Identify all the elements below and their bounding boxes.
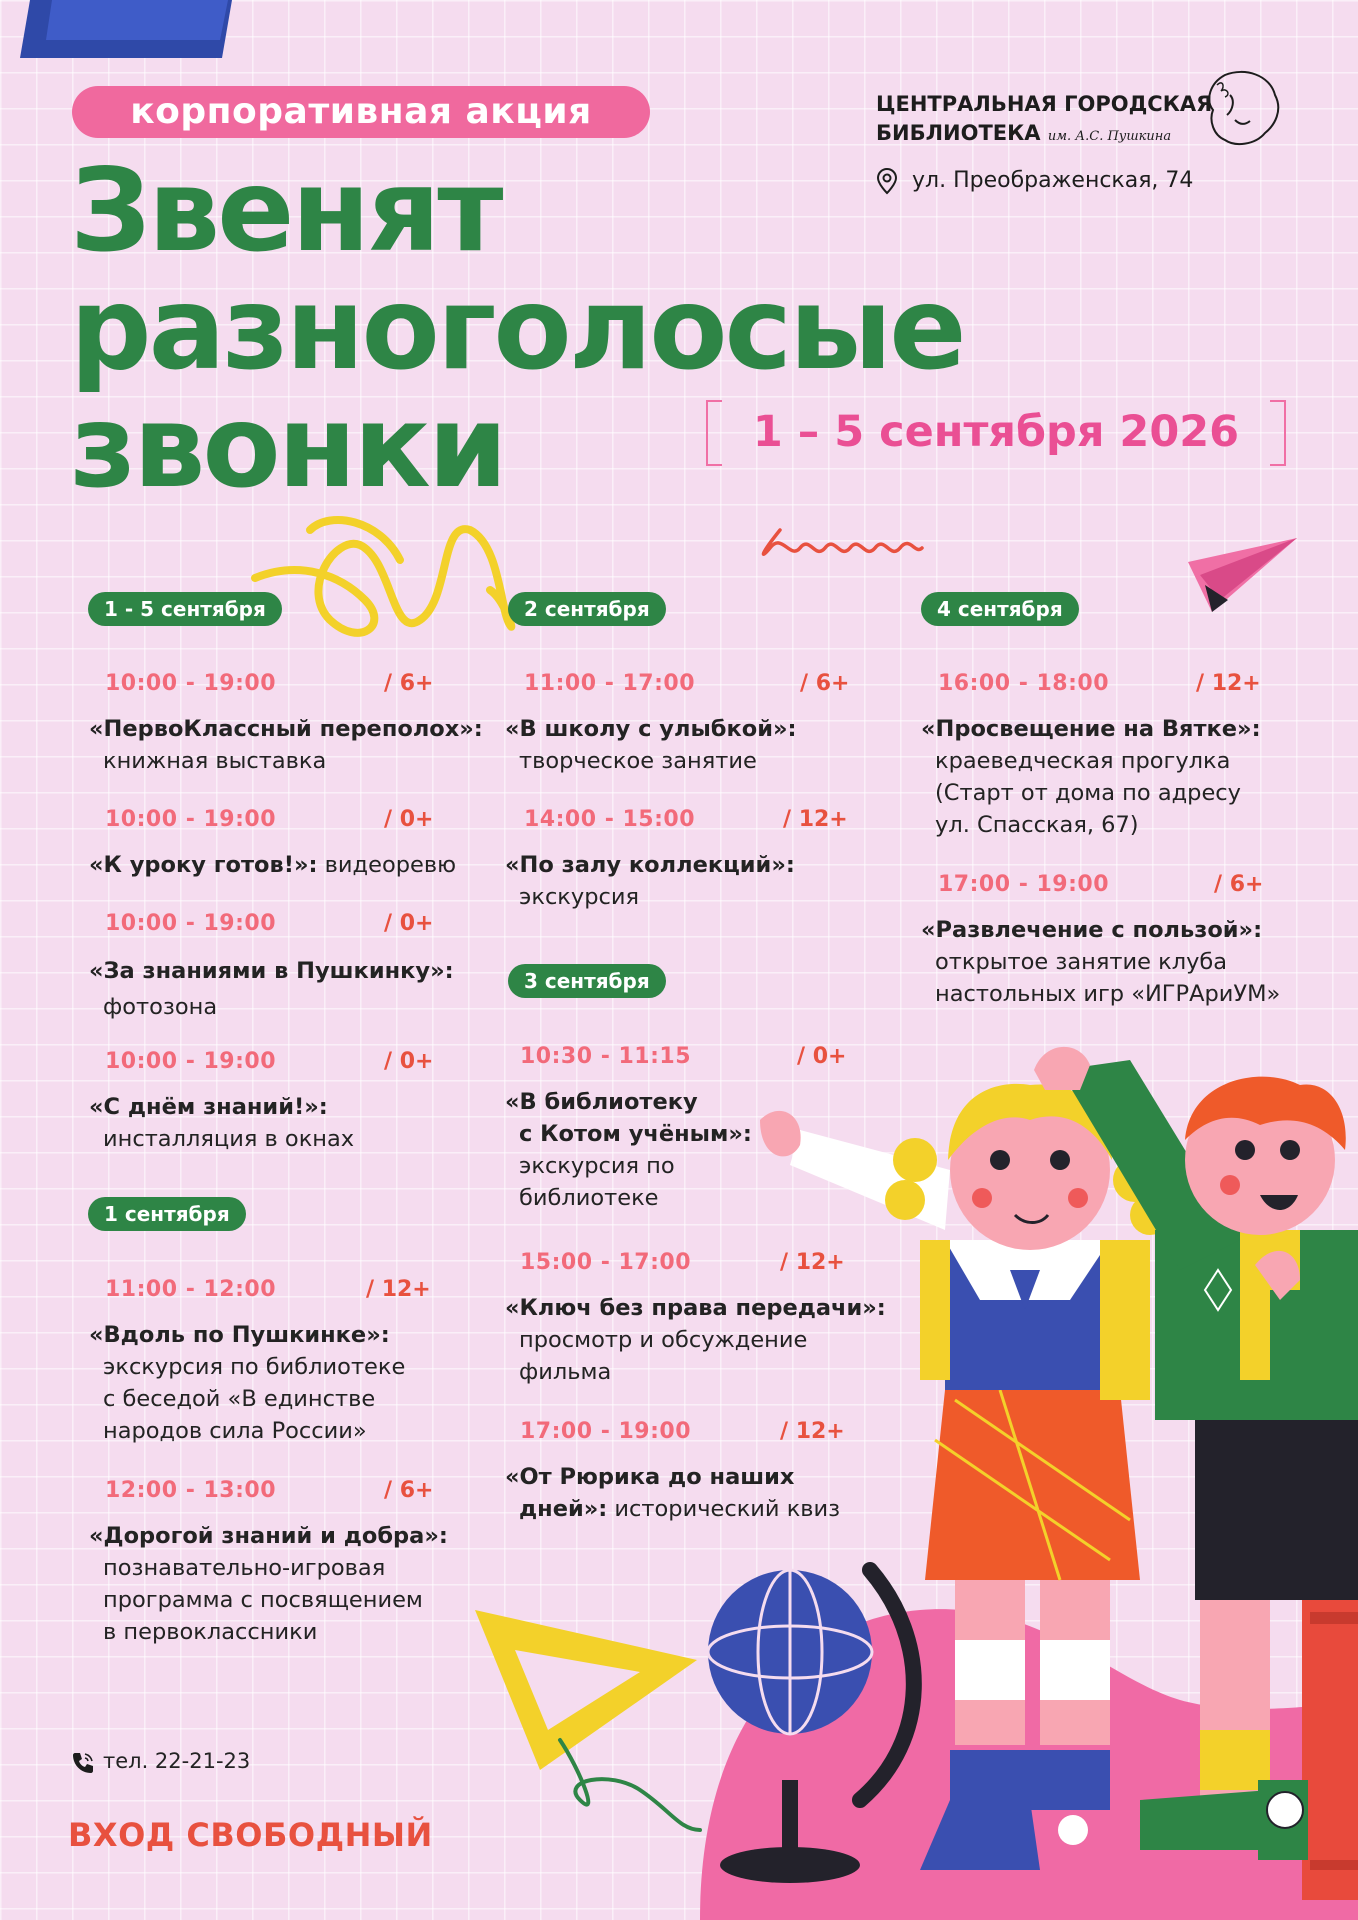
event-time: 10:00 - 19:00 <box>105 671 277 696</box>
event-name: «К уроку готов!»: <box>89 852 318 878</box>
event-text <box>89 1091 354 1155</box>
event-name: «ПервоКлассный переполох»: <box>89 716 483 742</box>
event-age: / 0+ <box>384 1049 434 1074</box>
event-age: / 0+ <box>384 911 434 936</box>
event-desc: фильма <box>519 1359 612 1385</box>
phone-number: тел. 22-21-23 <box>103 1749 251 1773</box>
day-label-2-sep: 2 сентября <box>508 592 666 626</box>
event-age: / 6+ <box>384 671 434 696</box>
promo-badge: корпоративная акция <box>72 86 650 138</box>
event-age: / 12+ <box>366 1277 431 1302</box>
day-label-4-sep: 4 сентября <box>921 592 1079 626</box>
title-line-3: звонки <box>70 380 505 513</box>
event-name: «Ключ без права передачи»: <box>505 1295 886 1321</box>
green-squiggle <box>560 1740 700 1830</box>
library-signature: им. А.С. Пушкина <box>1047 129 1172 144</box>
event-text <box>89 1520 448 1648</box>
event-age: / 0+ <box>384 807 434 832</box>
event-desc: краеведческая прогулка <box>935 748 1231 774</box>
bracket-right <box>1270 400 1286 466</box>
event-age: / 12+ <box>783 807 848 832</box>
event-time: 17:00 - 19:00 <box>938 872 1110 897</box>
event-desc: экскурсия по библиотеке <box>103 1354 406 1380</box>
event-desc: творческое занятие <box>519 748 757 774</box>
event-desc: просмотр и обсуждение <box>519 1327 808 1353</box>
bracket-left <box>706 400 722 466</box>
event-desc: программа с посвящением <box>103 1587 423 1613</box>
event-time: 12:00 - 13:00 <box>105 1478 277 1503</box>
library-address: ул. Преображенская, 74 <box>912 168 1194 193</box>
event-time: 14:00 - 15:00 <box>524 807 696 832</box>
event-desc: инсталляция в окнах <box>103 1126 355 1152</box>
title-line-2: разноголосые <box>70 262 964 395</box>
event-age: / 6+ <box>1214 872 1264 897</box>
event-desc: познавательно-игровая <box>103 1555 386 1581</box>
event-time: 16:00 - 18:00 <box>938 671 1110 696</box>
event-time: 10:00 - 19:00 <box>105 1049 277 1074</box>
triangle-ruler-icon <box>475 1610 697 1770</box>
date-range <box>706 400 1286 464</box>
event-time: 10:00 - 19:00 <box>105 911 277 936</box>
event-age: / 0+ <box>797 1044 847 1069</box>
event-name: дней»: <box>519 1496 608 1522</box>
event-name: «Дорогой знаний и добра»: <box>89 1523 448 1549</box>
event-text <box>505 713 797 777</box>
day-label-1-sep: 1 сентября <box>88 1197 246 1231</box>
event-text <box>89 1319 405 1447</box>
red-scribble <box>763 530 922 554</box>
pushkin-portrait-icon <box>1195 65 1285 155</box>
event-desc: (Старт от дома по адресу <box>935 780 1241 806</box>
event-age: / 6+ <box>384 1478 434 1503</box>
day-label-1-5-sep: 1 - 5 сентября <box>88 592 282 626</box>
event-desc: ул. Спасская, 67) <box>935 812 1139 838</box>
event-desc: народов сила России» <box>103 1418 367 1444</box>
event-desc: экскурсия по <box>519 1153 675 1179</box>
event-text <box>505 849 795 913</box>
event-name: «По залу коллекций»: <box>505 852 795 878</box>
library-name <box>876 90 1212 151</box>
event-name: «За знаниями в Пушкинку»: <box>89 958 454 984</box>
event-name: «От Рюрика до наших <box>505 1464 795 1490</box>
location-pin-icon <box>876 167 898 195</box>
event-age: / 12+ <box>780 1419 845 1444</box>
event-name: «В библиотеку <box>505 1089 698 1115</box>
event-desc: экскурсия <box>519 884 640 910</box>
event-time: 11:00 - 12:00 <box>105 1277 277 1302</box>
event-desc: открытое занятие клуба <box>935 949 1228 975</box>
event-text <box>505 1292 886 1388</box>
event-time: 15:00 - 17:00 <box>520 1250 692 1275</box>
event-time: 11:00 - 17:00 <box>524 671 696 696</box>
library-name-line1: ЦЕНТРАЛЬНАЯ ГОРОДСКАЯ <box>876 92 1213 116</box>
books-icon <box>1302 1600 1358 1900</box>
event-text <box>505 1461 840 1525</box>
paper-plane-icon <box>1188 538 1297 612</box>
title-line-1: Звенят <box>70 144 501 277</box>
date-range-text: 1 – 5 сентября 2026 <box>752 407 1240 457</box>
event-desc: настольных игр «ИГРАриУМ» <box>935 981 1281 1007</box>
event-text <box>89 849 456 881</box>
event-age: / 12+ <box>1196 671 1261 696</box>
event-name: «Развлечение с пользой»: <box>921 917 1263 943</box>
event-text <box>89 713 483 777</box>
event-time: 10:00 - 19:00 <box>105 807 277 832</box>
event-time: 17:00 - 19:00 <box>520 1419 692 1444</box>
event-time: 10:30 - 11:15 <box>520 1044 692 1069</box>
event-text <box>921 914 1280 1010</box>
event-name: «Просвещение на Вятке»: <box>921 716 1261 742</box>
event-age: / 6+ <box>800 671 850 696</box>
event-age: / 12+ <box>780 1250 845 1275</box>
event-desc: фотозона <box>103 994 218 1020</box>
free-entry-label: ВХОД СВОБОДНЫЙ <box>68 1816 433 1854</box>
library-name-line2: БИБЛИОТЕКА <box>876 121 1041 145</box>
yellow-squiggle <box>255 529 511 633</box>
event-name: с Котом учёным»: <box>519 1121 752 1147</box>
event-text <box>505 1086 752 1214</box>
day-label-3-sep: 3 сентября <box>508 964 666 998</box>
event-desc: с беседой «В единстве <box>103 1386 376 1412</box>
event-name: «С днём знаний!»: <box>89 1094 328 1120</box>
event-desc: исторический квиз <box>607 1496 841 1522</box>
event-desc: в первоклассники <box>103 1619 318 1645</box>
event-desc: книжная выставка <box>103 748 327 774</box>
event-text <box>921 713 1261 841</box>
event-name: «В школу с улыбкой»: <box>505 716 797 742</box>
event-desc: видеоревю <box>317 852 457 878</box>
phone-icon <box>70 1750 96 1776</box>
event-desc: библиотеке <box>519 1185 659 1211</box>
event-text <box>89 955 454 1023</box>
ruler-icon <box>20 0 232 58</box>
event-name: «Вдоль по Пушкинке»: <box>89 1322 390 1348</box>
